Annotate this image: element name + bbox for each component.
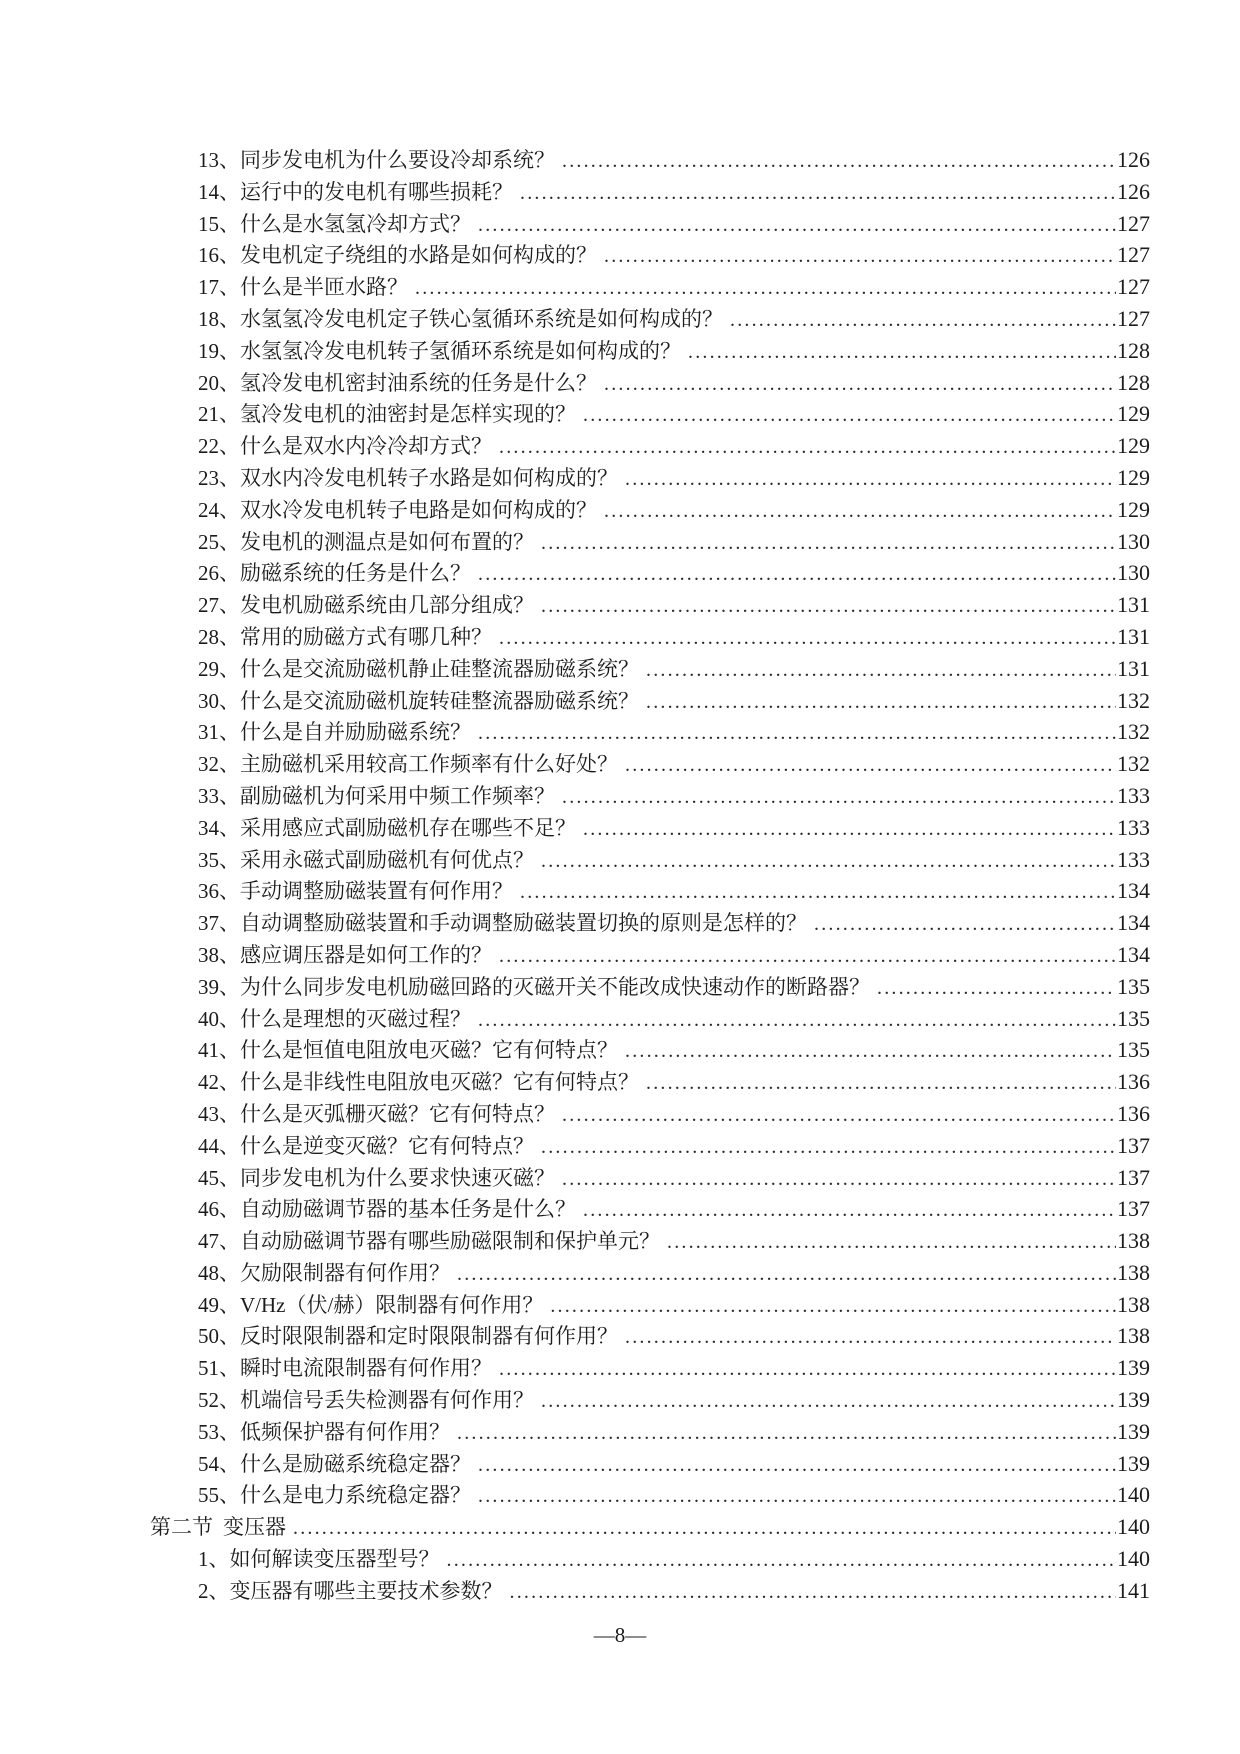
dot-leader (583, 1194, 1116, 1227)
dot-leader (625, 749, 1116, 782)
toc-entry-title: 什么是恒值电阻放电灭磁？它有何特点？ (240, 1038, 618, 1063)
toc-entry (150, 621, 1150, 653)
toc-entry-page-number: 134 (1117, 941, 1150, 967)
toc-entry (150, 1416, 1150, 1448)
toc-entry (150, 1098, 1150, 1130)
toc-entry-number: 48、 (198, 1260, 240, 1285)
toc-entry-title: 主励磁机采用较高工作频率有什么好处？ (240, 752, 618, 777)
toc-entry-title: 什么是逆变灭磁？它有何特点？ (240, 1133, 534, 1158)
dot-leader (541, 1385, 1116, 1418)
toc-entry-number: 20、 (198, 370, 240, 395)
toc-entry-page-number: 133 (1117, 782, 1150, 808)
toc-entry-number: 16、 (198, 243, 240, 268)
dot-leader (510, 1576, 1117, 1609)
toc-entry-page-number: 130 (1117, 560, 1150, 586)
toc-entry-number: 18、 (198, 306, 240, 331)
dot-leader (478, 209, 1116, 242)
toc-entry-page-number: 137 (1117, 1164, 1150, 1190)
toc-entry-number: 21、 (198, 402, 240, 427)
dot-leader (520, 177, 1116, 210)
toc-entry-title: 采用永磁式副励磁机有何优点？ (240, 847, 534, 872)
toc-entry-page-number: 138 (1117, 1291, 1150, 1317)
toc-entry-title: 发电机的测温点是如何布置的？ (240, 529, 534, 554)
toc-entry (150, 144, 1150, 176)
toc-entry (150, 875, 1150, 907)
toc-entry-number: 17、 (198, 275, 240, 300)
toc-entry-number: 19、 (198, 338, 240, 363)
dot-leader (415, 272, 1116, 305)
dot-leader (499, 1353, 1116, 1386)
toc-entry (150, 812, 1150, 844)
toc-entry-page-number: 132 (1117, 751, 1150, 777)
dot-leader (604, 240, 1116, 273)
toc-entry-page-number: 131 (1117, 623, 1150, 649)
toc-entry (150, 1162, 1150, 1194)
toc-entry-number: 23、 (198, 465, 240, 490)
toc-entry (150, 430, 1150, 462)
toc-entry (150, 208, 1150, 240)
toc-entry-title: 发电机励磁系统由几部分组成？ (240, 593, 534, 618)
dot-leader (625, 1035, 1116, 1068)
toc-entry (150, 1352, 1150, 1384)
toc-entry-title: 什么是水氢氢冷却方式？ (240, 211, 471, 236)
toc-entry-page-number: 139 (1117, 1387, 1150, 1413)
toc-entry-number: 38、 (198, 942, 240, 967)
toc-entry-number: 22、 (198, 434, 240, 459)
toc-entry-page-number: 139 (1117, 1355, 1150, 1381)
dot-leader (625, 1321, 1116, 1354)
toc-entry-page-number: 140 (1117, 1546, 1150, 1572)
toc-entry-number: 29、 (198, 656, 240, 681)
toc-entry-title: 什么是半匝水路？ (240, 275, 408, 300)
toc-entry-number: 28、 (198, 624, 240, 649)
toc-entry-title: 欠励限制器有何作用？ (240, 1260, 450, 1285)
toc-entry-title: 手动调整励磁装置有何作用？ (240, 879, 513, 904)
toc-entry-page-number: 135 (1117, 1005, 1150, 1031)
dot-leader (541, 590, 1116, 623)
toc-entry-page-number: 137 (1117, 1132, 1150, 1158)
dot-leader (625, 463, 1116, 496)
toc-entry-title: 变压器 (223, 1515, 286, 1540)
dot-leader (730, 304, 1116, 337)
dot-leader (478, 1004, 1116, 1037)
toc-entry (150, 1257, 1150, 1289)
toc-entry-title: 励磁系统的任务是什么？ (240, 561, 471, 586)
toc-entry-page-number: 129 (1117, 433, 1150, 459)
dot-leader (478, 558, 1116, 591)
toc-entry (150, 716, 1150, 748)
toc-entry-page-number: 135 (1117, 973, 1150, 999)
toc-entry-number: 36、 (198, 879, 240, 904)
toc-entry-page-number: 133 (1117, 846, 1150, 872)
toc-entry-title: 同步发电机为什么要设冷却系统？ (240, 148, 555, 172)
toc-entry-page-number: 137 (1117, 1196, 1150, 1222)
toc-entry-number: 50、 (198, 1324, 240, 1349)
toc-entry-title: 氢冷发电机密封油系统的任务是什么？ (240, 370, 597, 395)
toc-entry-number: 14、 (198, 179, 240, 204)
toc-entry-title: 什么是非线性电阻放电灭磁？它有何特点？ (240, 1070, 639, 1095)
dot-leader (499, 431, 1116, 464)
toc-entry (150, 176, 1150, 208)
toc-entry (150, 526, 1150, 558)
toc-entry-page-number: 127 (1117, 305, 1150, 331)
toc-entry-number: 39、 (198, 974, 240, 999)
dot-leader (562, 781, 1116, 814)
toc-entry-title: 双水内冷发电机转子水路是如何构成的？ (240, 465, 618, 490)
dot-leader (583, 399, 1116, 432)
toc-entry-title: 低频保护器有何作用？ (240, 1419, 450, 1444)
dot-leader (457, 1417, 1116, 1450)
dot-leader (646, 654, 1116, 687)
toc-entry (150, 1225, 1150, 1257)
toc-entry-number: 30、 (198, 688, 240, 713)
toc-entry (150, 1193, 1150, 1225)
dot-leader (478, 717, 1116, 750)
toc-entry-number: 47、 (198, 1229, 240, 1254)
toc-entry-number: 1、 (198, 1547, 230, 1572)
toc-entry-title: 什么是双水内冷冷却方式？ (240, 434, 492, 459)
toc-entry-title: 为什么同步发电机励磁回路的灭磁开关不能改成快速动作的断路器？ (240, 974, 870, 999)
toc-entry (150, 1130, 1150, 1162)
dot-leader (604, 368, 1116, 401)
toc-entry (150, 907, 1150, 939)
toc-entry-page-number: 141 (1117, 1577, 1150, 1603)
dot-leader (814, 908, 1116, 941)
toc-entry (150, 589, 1150, 621)
toc-entry-page-number: 136 (1117, 1100, 1150, 1126)
toc-entry-page-number: 138 (1117, 1228, 1150, 1254)
dot-leader (541, 527, 1116, 560)
toc-entry-number: 27、 (198, 593, 240, 618)
dot-leader (499, 622, 1116, 655)
dot-leader (293, 1512, 1116, 1545)
toc-entry-title: 自动调整励磁装置和手动调整励磁装置切换的原则是怎样的？ (240, 911, 807, 936)
toc-entry-page-number: 135 (1117, 1037, 1150, 1063)
toc-entry-page-number: 134 (1117, 910, 1150, 936)
dot-leader (688, 336, 1116, 369)
toc-entry-number: 41、 (198, 1038, 240, 1063)
toc-entry-number: 53、 (198, 1419, 240, 1444)
toc-entry (150, 1448, 1150, 1480)
toc-entry (150, 1320, 1150, 1352)
toc-entry (150, 398, 1150, 430)
toc-entry (150, 1003, 1150, 1035)
toc-entry-page-number: 127 (1117, 210, 1150, 236)
toc-entry-page-number: 132 (1117, 719, 1150, 745)
toc-entry (150, 335, 1150, 367)
toc-entry-title: 双水冷发电机转子电路是如何构成的？ (240, 497, 597, 522)
toc-entry-page-number: 130 (1117, 528, 1150, 554)
toc-entry-number: 45、 (198, 1165, 240, 1190)
toc-entry-title: 机端信号丢失检测器有何作用？ (240, 1388, 534, 1413)
toc-entry-title: V/Hz（伏/赫）限制器有何作用？ (240, 1292, 544, 1317)
toc-entry-number: 13、 (198, 148, 240, 172)
toc-entry (150, 1384, 1150, 1416)
dot-leader (562, 1099, 1116, 1132)
toc-entry-page-number: 129 (1117, 464, 1150, 490)
dot-leader (646, 1067, 1116, 1100)
dot-leader (877, 972, 1116, 1005)
toc-entry (150, 1066, 1150, 1098)
toc-entry-number: 24、 (198, 497, 240, 522)
dot-leader (562, 145, 1116, 178)
toc-entry-title: 氢冷发电机的油密封是怎样实现的？ (240, 402, 576, 427)
toc-entry-page-number: 138 (1117, 1323, 1150, 1349)
toc-entry-page-number: 128 (1117, 337, 1150, 363)
toc-entry-page-number: 133 (1117, 814, 1150, 840)
toc-entry-number: 51、 (198, 1356, 240, 1381)
toc-entry (150, 653, 1150, 685)
toc-entry-page-number: 134 (1117, 878, 1150, 904)
toc-entry-page-number: 132 (1117, 687, 1150, 713)
dot-leader (457, 1258, 1116, 1291)
dot-leader (499, 940, 1116, 973)
table-of-contents (150, 144, 1150, 1607)
toc-entry-number: 31、 (198, 720, 240, 745)
toc-entry-number: 第二节 (150, 1515, 213, 1540)
toc-entry-title: 水氢氢冷发电机转子氢循环系统是如何构成的？ (240, 338, 681, 363)
toc-entry (150, 1543, 1150, 1575)
toc-entry-number: 40、 (198, 1006, 240, 1031)
toc-entry-title: 什么是交流励磁机静止硅整流器励磁系统？ (240, 656, 639, 681)
toc-entry-number: 35、 (198, 847, 240, 872)
toc-entry-title: 自动励磁调节器有哪些励磁限制和保护单元？ (240, 1229, 660, 1254)
toc-entry-number: 34、 (198, 815, 240, 840)
toc-entry-title: 发电机定子绕组的水路是如何构成的？ (240, 243, 597, 268)
toc-entry-title: 采用感应式副励磁机存在哪些不足？ (240, 815, 576, 840)
dot-leader (562, 1163, 1116, 1196)
toc-entry-title: 什么是电力系统稳定器？ (240, 1483, 471, 1508)
toc-entry (150, 1034, 1150, 1066)
toc-entry-number: 46、 (198, 1197, 240, 1222)
toc-entry-page-number: 131 (1117, 592, 1150, 618)
toc-entry-title: 水氢氢冷发电机定子铁心氢循环系统是如何构成的？ (240, 306, 723, 331)
toc-entry (150, 780, 1150, 812)
toc-entry (150, 1479, 1150, 1511)
toc-entry-title: 变压器有哪些主要技术参数？ (229, 1578, 503, 1603)
toc-entry-page-number: 140 (1117, 1514, 1150, 1540)
toc-entry-title: 常用的励磁方式有哪几种？ (240, 624, 492, 649)
toc-entry (150, 271, 1150, 303)
toc-entry-title: 如何解读变压器型号？ (229, 1547, 440, 1572)
toc-entry (150, 462, 1150, 494)
toc-entry-number: 55、 (198, 1483, 240, 1508)
toc-entry-title: 什么是理想的灭磁过程？ (240, 1006, 471, 1031)
toc-entry-page-number: 129 (1117, 496, 1150, 522)
dot-leader (478, 1480, 1116, 1513)
toc-entry-page-number: 126 (1117, 178, 1150, 204)
toc-entry-page-number: 127 (1117, 274, 1150, 300)
toc-entry-number: 37、 (198, 911, 240, 936)
toc-entry-page-number: 140 (1117, 1482, 1150, 1508)
toc-entry-number: 15、 (198, 211, 240, 236)
toc-entry-title: 什么是自并励励磁系统？ (240, 720, 471, 745)
toc-entry-number: 32、 (198, 752, 240, 777)
toc-entry-number: 42、 (198, 1070, 240, 1095)
toc-entry-page-number: 128 (1117, 369, 1150, 395)
toc-entry-title: 运行中的发电机有哪些损耗？ (240, 179, 513, 204)
toc-entry-number: 43、 (198, 1101, 240, 1126)
toc-entry (150, 1289, 1150, 1321)
toc-entry-number: 33、 (198, 783, 240, 808)
toc-entry-title: 什么是灭弧栅灭磁？它有何特点？ (240, 1101, 555, 1126)
toc-entry-title: 副励磁机为何采用中频工作频率？ (240, 783, 555, 808)
toc-entry-number: 25、 (198, 529, 240, 554)
toc-entry-page-number: 126 (1117, 147, 1150, 172)
toc-entry (150, 685, 1150, 717)
toc-entry (150, 303, 1150, 335)
toc-entry (150, 239, 1150, 271)
dot-leader (541, 1131, 1116, 1164)
dot-leader (478, 1449, 1116, 1482)
toc-entry-page-number: 127 (1117, 242, 1150, 268)
toc-entry-number: 52、 (198, 1388, 240, 1413)
toc-entry (150, 971, 1150, 1003)
toc-entry-title: 瞬时电流限制器有何作用？ (240, 1356, 492, 1381)
toc-entry-page-number: 138 (1117, 1259, 1150, 1285)
toc-entry (150, 367, 1150, 399)
toc-entry (150, 844, 1150, 876)
toc-entry-page-number: 139 (1117, 1418, 1150, 1444)
toc-entry-title: 什么是励磁系统稳定器？ (240, 1451, 471, 1476)
dot-leader (583, 813, 1116, 846)
toc-entry-number: 2、 (198, 1578, 230, 1603)
toc-entry-number: 26、 (198, 561, 240, 586)
dot-leader (541, 845, 1116, 878)
toc-entry (150, 494, 1150, 526)
toc-entry-page-number: 139 (1117, 1450, 1150, 1476)
dot-leader (667, 1226, 1116, 1259)
toc-entry (150, 1511, 1150, 1543)
toc-entry-title: 反时限限制器和定时限限制器有何作用？ (240, 1324, 618, 1349)
toc-entry-title: 什么是交流励磁机旋转硅整流器励磁系统？ (240, 688, 639, 713)
toc-entry-page-number: 136 (1117, 1069, 1150, 1095)
dot-leader (646, 686, 1116, 719)
dot-leader (604, 495, 1116, 528)
toc-entry (150, 748, 1150, 780)
toc-entry-title: 同步发电机为什么要求快速灭磁？ (240, 1165, 555, 1190)
toc-entry (150, 939, 1150, 971)
dot-leader (520, 876, 1116, 909)
toc-entry-number: 44、 (198, 1133, 240, 1158)
dot-leader (550, 1290, 1116, 1323)
toc-entry (150, 557, 1150, 589)
dot-leader (447, 1544, 1117, 1577)
toc-entry-page-number: 129 (1117, 401, 1150, 427)
toc-entry-page-number: 131 (1117, 655, 1150, 681)
toc-entry-number: 49、 (198, 1292, 240, 1317)
toc-entry-title: 自动励磁调节器的基本任务是什么？ (240, 1197, 576, 1222)
toc-entry-number: 54、 (198, 1451, 240, 1476)
toc-entry-title: 感应调压器是如何工作的？ (240, 942, 492, 967)
page-number-footer: —8— (593, 1623, 647, 1647)
toc-entry (150, 1575, 1150, 1607)
